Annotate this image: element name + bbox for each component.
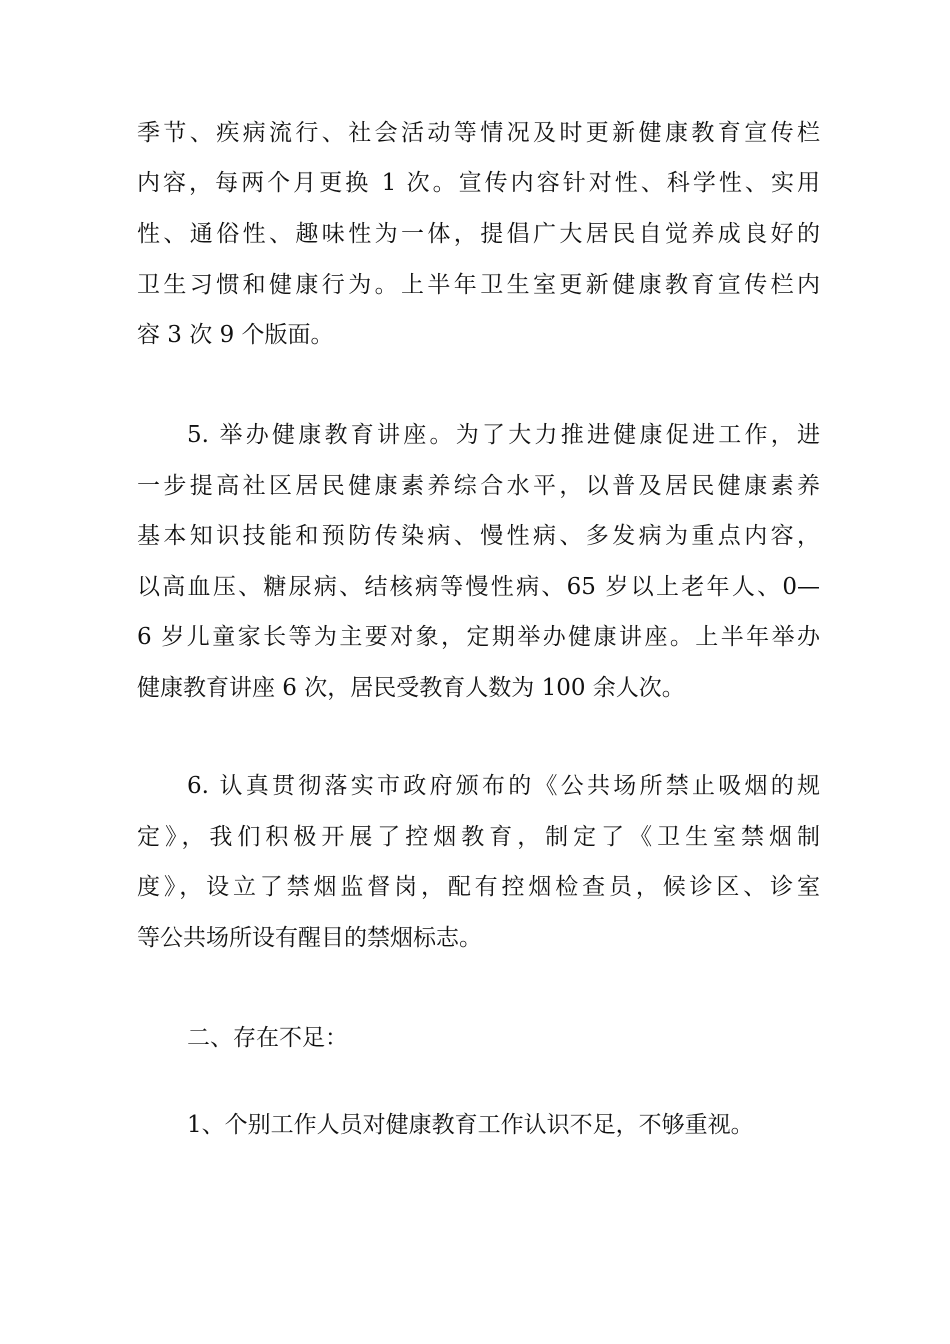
heading-line: 二、存在不足： — [187, 1025, 348, 1051]
text-line: 健康教育讲座 6 次，居民受教育人数为 100 余人次。 — [137, 675, 685, 701]
text-line: 度》，设立了禁烟监督岗，配有控烟检查员，候诊区、诊室 — [137, 874, 820, 900]
text-line: 一步提高社区居民健康素养综合水平，以普及居民健康素养 — [137, 473, 820, 499]
text-line: 以高血压、糖尿病、结核病等慢性病、65 岁以上老年人、0— — [137, 574, 820, 600]
text-line: 基本知识技能和预防传染病、慢性病、多发病为重点内容， — [137, 523, 820, 549]
text-line: 容 3 次 9 个版面。 — [137, 322, 334, 348]
text-line: 6. 认真贯彻落实市政府颁布的《公共场所禁止吸烟的规 — [187, 773, 820, 799]
text-line: 5. 举办健康教育讲座。为了大力推进健康促进工作，进 — [187, 422, 820, 448]
text-line: 1、个别工作人员对健康教育工作认识不足，不够重视。 — [187, 1112, 754, 1138]
text-line: 等公共场所设有醒目的禁烟标志。 — [137, 925, 482, 951]
text-line: 内容，每两个月更换 1 次。宣传内容针对性、科学性、实用 — [137, 170, 820, 196]
text-line: 季节、疾病流行、社会活动等情况及时更新健康教育宣传栏 — [137, 120, 820, 146]
text-line: 6 岁儿童家长等为主要对象，定期举办健康讲座。上半年举办 — [137, 624, 820, 650]
text-line: 定》，我们积极开展了控烟教育，制定了《卫生室禁烟制 — [137, 824, 820, 850]
text-line: 卫生习惯和健康行为。上半年卫生室更新健康教育宣传栏内 — [137, 272, 820, 298]
text-line: 性、通俗性、趣味性为一体，提倡广大居民自觉养成良好的 — [137, 221, 820, 247]
